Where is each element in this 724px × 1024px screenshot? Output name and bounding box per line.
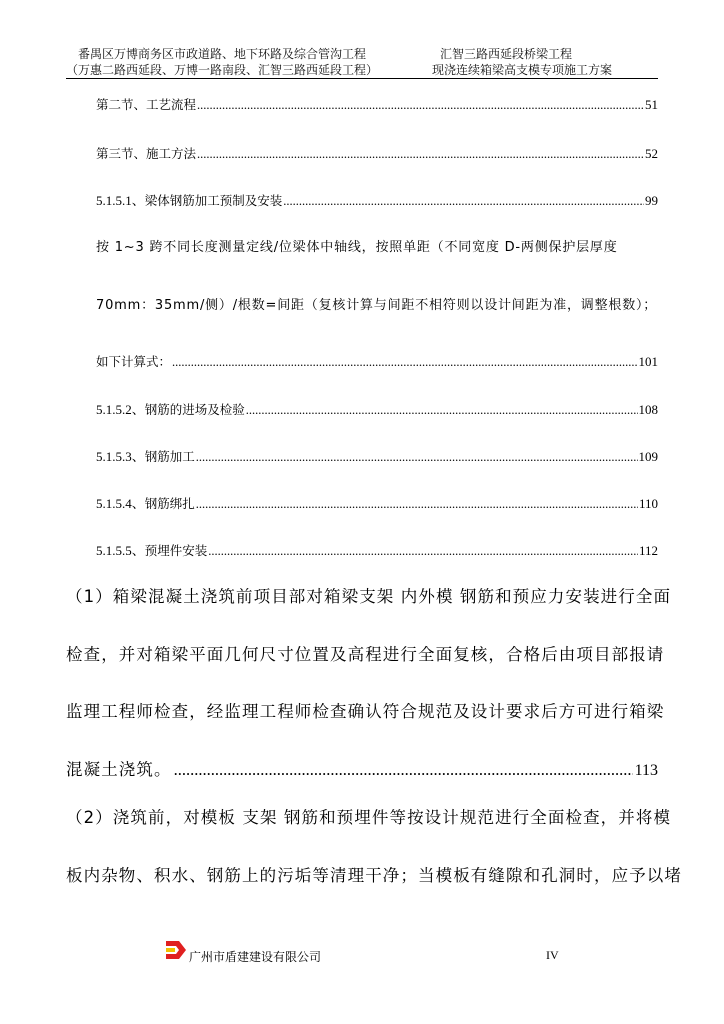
toc-entry-method[interactable] [96,144,658,162]
body-p1-line2: 检查，并对箱梁平面几何尺寸位置及高程进行全面复核，合格后由项目部报请 [66,645,665,664]
toc-page: 52 [645,146,658,161]
toc-leader [208,544,638,559]
para-calc-line1: 按 1~3 跨不同长度测量定线/位梁体中轴线，按照单距（不同宽度 D-两侧保护层厚度 [96,240,618,255]
para-calc-line2: 70mm：35mm/侧）/根数=间距（复核计算与间距不相符则以设计间距为准，调整根数）； [96,298,658,313]
toc-label: 钢筋加工 [144,449,195,464]
toc-leader [196,497,638,512]
header-rule [66,78,658,79]
toc-number: 5.1.5.4、 [96,496,145,511]
header-left-line1: 番禺区万博商务区市政道路、地下环路及综合管沟工程 [78,47,367,61]
toc-leader [197,147,644,162]
toc-entry-concrete-pour[interactable] [66,756,658,780]
toc-page: 109 [638,449,658,464]
body-p1-line3: 监理工程师检查，经监理工程师检查确认符合规范及设计要求后方可进行箱梁 [66,702,665,721]
body-p1-line4: 混凝土浇筑。 [66,760,172,779]
toc-page: 112 [638,543,658,558]
toc-page: 101 [638,354,658,369]
toc-leader [246,403,638,418]
toc-entry-5-1-5-4[interactable] [96,493,658,512]
header-right-line1: 汇智三路西延段桥梁工程 [440,47,573,61]
toc-leader [172,355,637,370]
body-p1-line1: （1）箱梁混凝土浇筑前项目部对箱梁支架 内外模 钢筋和预应力安装进行全面 [66,587,672,606]
toc-number: 5.1.5.3、 [96,449,145,464]
toc-page: 108 [638,402,658,417]
toc-label: 如下计算式： [96,354,172,369]
toc-entry-5-1-5-2[interactable] [96,399,658,418]
toc-number: 5.1.5.5、 [96,543,145,558]
toc-page: 51 [645,97,658,112]
company-logo-icon [165,939,187,961]
toc-entry-5-1-5-3[interactable] [96,446,658,465]
footer-company-name: 广州市盾建建设有限公司 [189,950,322,964]
toc-label: 钢筋绑扎 [144,496,195,511]
toc-page: 110 [638,496,658,511]
toc-label: 钢筋的进场及检验 [144,402,245,417]
toc-entry-5-1-5-5[interactable] [96,540,658,559]
toc-label: 第二节、工艺流程 [96,97,197,112]
toc-number: 5.1.5.2、 [96,402,145,417]
footer-page-number: IV [546,948,559,962]
toc-leader [174,760,633,780]
toc-leader [196,450,638,465]
toc-number: 5.1.5.1、 [96,193,145,208]
header-left-line2: （万惠二路西延段、万博一路南段、汇智三路西延段工程） [66,63,379,77]
body-p2-line1: （2）浇筑前，对模板 支架 钢筋和预埋件等按设计规范进行全面检查，并将模 [66,808,672,827]
toc-entry-calc[interactable] [96,352,658,370]
toc-entry-5-1-5-1[interactable] [96,190,658,209]
toc-label: 梁体钢筋加工预制及安装 [144,193,283,208]
toc-page: 99 [645,193,658,208]
toc-label: 第三节、施工方法 [96,146,197,161]
toc-leader [197,98,644,113]
toc-page: 113 [634,762,658,779]
body-p2-line2: 板内杂物、积水、钢筋上的污垢等清理干净；当模板有缝隙和孔洞时，应予以堵 [66,866,682,885]
toc-entry-process[interactable] [96,95,658,113]
toc-label: 预埋件安装 [144,543,208,558]
header-right-line2: 现浇连续箱梁高支模专项施工方案 [432,63,613,77]
toc-leader [283,194,644,209]
